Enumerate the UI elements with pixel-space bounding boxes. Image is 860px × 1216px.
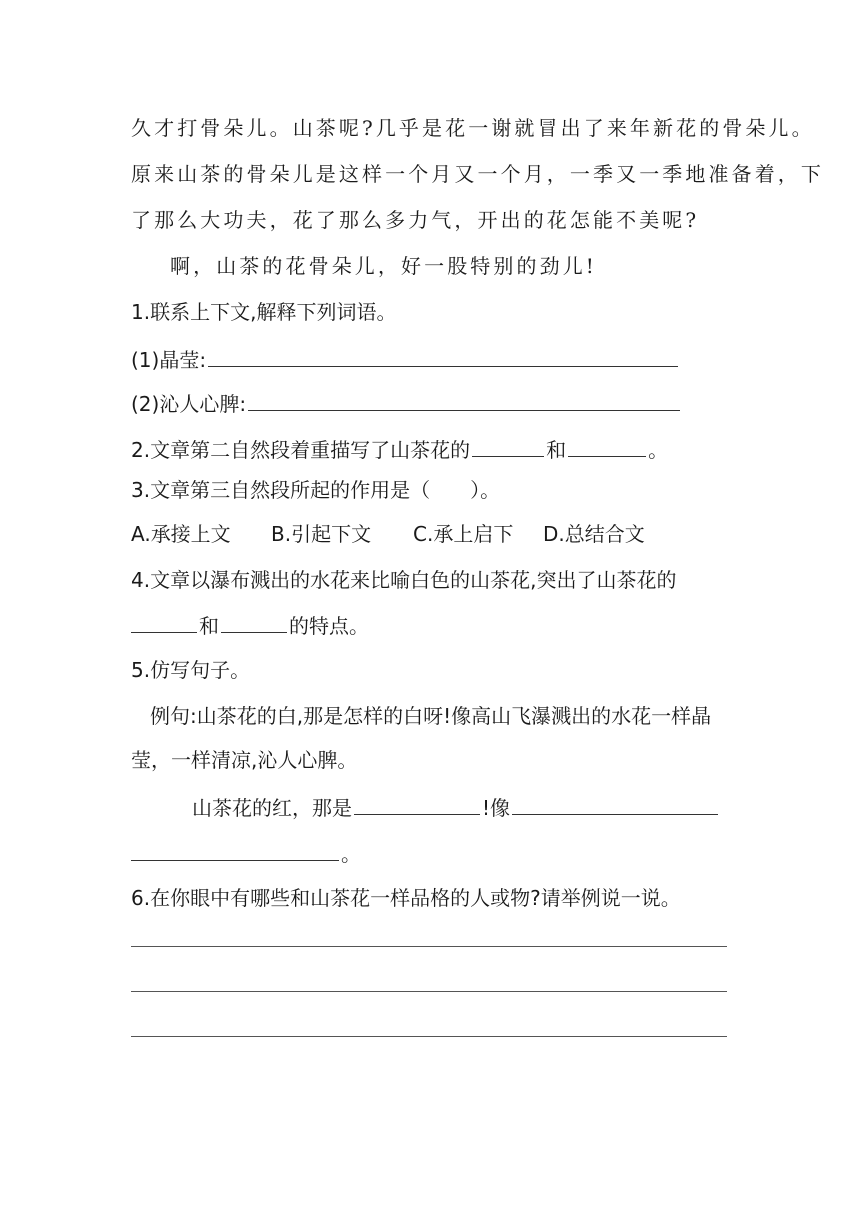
imitation-end: 。 (341, 842, 361, 866)
answer-blank[interactable] (568, 434, 646, 457)
answer-blank[interactable] (472, 434, 544, 457)
option-c[interactable]: C.承上启下 (413, 522, 514, 546)
answer-blank[interactable] (354, 792, 480, 815)
answer-blank[interactable] (512, 792, 718, 815)
question-2-end: 。 (648, 438, 669, 462)
question-4-end: 的特点。 (289, 614, 369, 638)
question-6-stem: 6.在你眼中有哪些和山茶花一样品格的人或物?请举例说一说。 (131, 886, 681, 910)
answer-line[interactable] (131, 946, 727, 947)
question-3-options (131, 520, 731, 548)
item-1-label: (1)晶莹: (131, 348, 207, 372)
question-2-pre: 2.文章第二自然段着重描写了山茶花的 (131, 438, 471, 462)
question-4-mid: 和 (199, 614, 219, 638)
item-2-label: (2)沁人心脾: (131, 392, 247, 416)
example-line-1: 例句:山茶花的白,那是怎样的白呀!像高山飞瀑溅出的水花一样晶 (150, 704, 712, 728)
passage-line-3: 了那么大功夫，花了那么多力气，开出的花怎能不美呢? (131, 208, 700, 232)
question-1-stem: 1.联系上下文,解释下列词语。 (131, 300, 397, 324)
imitation-mid: !像 (482, 796, 511, 820)
passage-line-1: 久才打骨朵儿。山茶呢?几乎是花一谢就冒出了来年新花的骨朵儿。 (131, 116, 815, 140)
passage-line-2: 原来山茶的骨朵儿是这样一个月又一个月，一季又一季地准备着，下 (131, 162, 824, 186)
option-a[interactable]: A.承接上文 (131, 522, 231, 546)
question-2 (131, 434, 731, 464)
passage-line-4: 啊，山茶的花骨朵儿，好一股特别的劲儿! (170, 254, 597, 278)
option-b[interactable]: B.引起下文 (271, 522, 372, 546)
imitation-line-2 (131, 838, 731, 868)
answer-blank[interactable] (131, 838, 339, 861)
answer-line[interactable] (131, 991, 727, 992)
question-2-mid: 和 (546, 438, 567, 462)
example-line-2: 莹，一样清凉,沁人心脾。 (131, 748, 358, 772)
answer-line[interactable] (131, 1036, 727, 1037)
imitation-line-1 (192, 792, 792, 822)
question-4-line-2 (131, 610, 731, 640)
imitation-pre: 山茶花的红，那是 (192, 796, 352, 820)
question-3-stem: 3.文章第三自然段所起的作用是（ ）。 (131, 478, 501, 502)
question-1-item-1 (131, 344, 731, 374)
answer-blank[interactable] (221, 610, 287, 633)
answer-blank[interactable] (131, 610, 197, 633)
answer-blank[interactable] (208, 344, 678, 367)
question-5-stem: 5.仿写句子。 (131, 658, 251, 682)
option-d[interactable]: D.总结合文 (543, 522, 645, 546)
question-4-line-1: 4.文章以瀑布溅出的水花来比喻白色的山茶花,突出了山茶花的 (131, 568, 677, 592)
question-1-item-2 (131, 388, 731, 418)
answer-blank[interactable] (248, 388, 680, 411)
